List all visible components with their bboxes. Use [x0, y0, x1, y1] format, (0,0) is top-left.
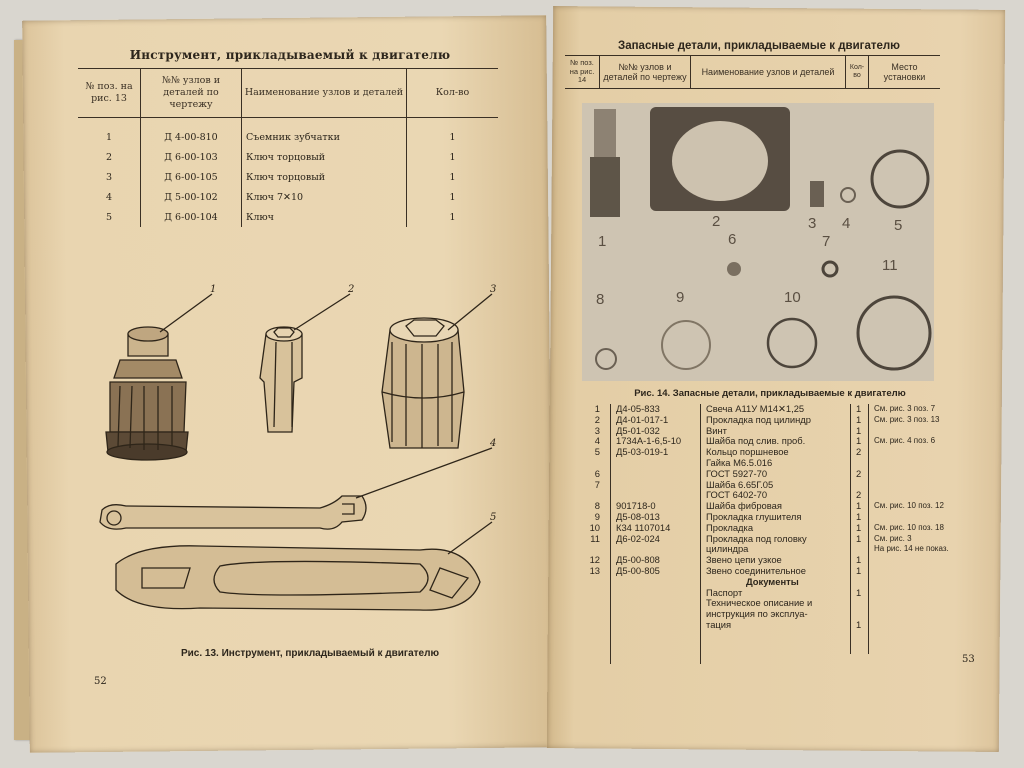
cell-drawing-number: Д 5-00-102 — [141, 187, 242, 207]
cell-quantity: 1 — [856, 435, 862, 447]
right-page-title: Запасные детали, прикладываемые к двигателю — [618, 40, 900, 52]
cell-name: Шайба фибровая — [706, 500, 782, 512]
photo-label: 2 — [712, 213, 721, 230]
cell-drawing-number: Д5-01-032 — [616, 424, 660, 436]
cell-quantity: 1 — [856, 510, 862, 522]
cell-location: См. рис. 10 поз. 12 — [874, 501, 944, 511]
cell-quantity: 1 — [856, 403, 862, 414]
cell-location: См. рис. 10 поз. 18 — [874, 522, 944, 532]
cell-name: Звено соединительное — [706, 564, 806, 576]
cell-drawing-number: Д5-08-013 — [616, 510, 660, 522]
tools-illustration — [80, 282, 500, 612]
cell-name: Гайка М6.5.016 — [706, 456, 773, 468]
document-name: Техническое описание и — [706, 597, 813, 609]
cell-drawing-number: Д4-05-833 — [616, 403, 660, 414]
cell-position: 10 — [589, 521, 600, 533]
cell-drawing-number: Д 4-00-810 — [141, 117, 242, 147]
col-header-position: № поз. на рис. 14 — [565, 56, 600, 89]
cell-quantity: 2 — [856, 489, 862, 501]
table-row — [586, 523, 976, 534]
col-header-location: Место установки — [869, 56, 941, 89]
double-end-wrench-drawing — [116, 546, 480, 610]
col-header-name: Наименование узлов и деталей — [691, 56, 846, 89]
cell-position: 1 — [594, 403, 600, 414]
page-number-right: 53 — [962, 654, 975, 665]
cell-position: 9 — [594, 510, 600, 522]
photo-label: 6 — [728, 231, 737, 248]
document-name: тация — [706, 618, 732, 630]
cell-position: 1 — [105, 131, 113, 143]
cell-drawing-number: Д 6-00-103 — [141, 147, 242, 167]
photo-label: 4 — [842, 215, 851, 232]
cell-quantity: 1 — [407, 187, 499, 207]
documents-section-header-row — [586, 577, 976, 588]
large-socket-wrench-drawing — [382, 318, 464, 448]
cell-name: Прокладка под головку — [706, 532, 807, 544]
documents-header: Документы — [746, 575, 799, 587]
cell-position: 2 — [594, 413, 600, 425]
cell-position: 6 — [594, 467, 600, 479]
cell-position: 7 — [594, 478, 600, 490]
cell-quantity: 1 — [856, 532, 862, 544]
photo-label: 7 — [822, 233, 831, 250]
gear-puller-drawing — [106, 327, 188, 460]
tools-table — [78, 68, 498, 227]
cell-quantity: 2 — [856, 467, 862, 479]
photo-label: 11 — [882, 257, 898, 274]
cell-drawing-number: Д 6-00-105 — [141, 167, 242, 187]
cell-position: 5 — [105, 211, 113, 223]
cell-quantity: 1 — [856, 500, 862, 512]
cell-location: См. рис. 3 поз. 13 — [874, 414, 940, 424]
figure-13-caption: Рис. 13. Инструмент, прикладываемый к двигателю — [180, 648, 439, 659]
cell-drawing-number: 901718-0 — [616, 500, 656, 512]
cell-position: 8 — [594, 500, 600, 512]
cell-drawing-number: Д5-00-808 — [616, 554, 660, 566]
photo-label: 3 — [808, 215, 817, 232]
spare-parts-table-header — [565, 55, 940, 89]
cell-position: 11 — [590, 532, 600, 544]
table-row — [586, 458, 976, 469]
cell-quantity: 1 — [407, 147, 499, 167]
callout-label: 2 — [348, 284, 355, 295]
cell-drawing-number: Д 6-00-104 — [141, 207, 242, 227]
spare-parts-photo-drawing — [582, 103, 934, 381]
cell-name: Свеча А11У М14✕1,25 — [706, 403, 805, 414]
cell-position: 4 — [594, 435, 600, 447]
cell-name: Ключ — [242, 207, 407, 227]
table-row — [586, 480, 976, 491]
document-name: Паспорт — [706, 586, 743, 598]
cell-quantity: 1 — [856, 554, 862, 566]
open-end-wrench-drawing — [100, 496, 366, 529]
table-row — [586, 447, 976, 458]
document-row — [586, 609, 976, 620]
callout-label: 3 — [490, 284, 497, 295]
callout-label: 5 — [490, 512, 497, 523]
table-row — [78, 147, 498, 167]
photo-label: 5 — [894, 217, 903, 234]
cell-location: См. рис. 4 поз. 6 — [874, 436, 936, 446]
col-header-quantity: Кол-во — [407, 69, 499, 118]
photo-label: 1 — [598, 233, 607, 250]
table-row — [78, 207, 498, 227]
cell-position: 12 — [589, 554, 600, 566]
left-page-title: Инструмент, прикладываемый к двигателю — [129, 48, 451, 62]
figure-14-caption: Рис. 14. Запасные детали, прикладываемые к двигателю — [634, 388, 906, 399]
cell-name: Шайба под слив. проб. — [706, 435, 806, 447]
cell-position: 2 — [105, 151, 113, 163]
cell-name: Прокладка глушителя — [706, 510, 802, 522]
col-header-drawing-number: №№ узлов и деталей по чертежу — [600, 56, 691, 89]
cell-quantity: 1 — [407, 117, 499, 147]
photo-label: 9 — [676, 289, 685, 306]
cell-quantity: 1 — [407, 207, 499, 227]
cell-quantity: 1 — [407, 167, 499, 187]
col-header-drawing-number: №№ узлов и деталей по чертежу — [141, 69, 242, 118]
table-row — [586, 534, 976, 545]
cell-position: 3 — [105, 171, 113, 183]
photo-label: 8 — [596, 291, 605, 308]
small-socket-wrench-drawing — [260, 327, 302, 432]
cell-location: См. рис. 3 — [874, 533, 912, 543]
cell-drawing-number: Д5-03-019-1 — [616, 446, 669, 458]
document-name: инструкция по эксплуа- — [706, 608, 808, 620]
document-quantity: 1 — [856, 618, 862, 630]
cell-name: Ключ 7✕10 — [242, 187, 407, 207]
cell-name: Звено цепи узкое — [706, 554, 782, 566]
page-number-left: 52 — [94, 676, 107, 687]
cell-location: На рис. 14 не показ. — [874, 544, 949, 554]
cell-quantity: 1 — [856, 424, 862, 436]
cell-location: См. рис. 3 поз. 7 — [874, 404, 936, 413]
col-header-position: № поз. на рис. 13 — [78, 69, 141, 118]
spare-parts-list — [586, 404, 976, 631]
cell-quantity: 1 — [856, 564, 862, 576]
cell-name: ГОСТ 6402-70 — [706, 489, 768, 501]
callout-label: 4 — [490, 438, 497, 449]
cell-name: цилиндра — [706, 543, 749, 555]
cell-quantity: 2 — [856, 446, 862, 458]
table-row — [78, 167, 498, 187]
photo-label: 10 — [784, 289, 801, 306]
table-row — [586, 415, 976, 426]
document-quantity: 1 — [856, 586, 862, 598]
table-row — [78, 187, 498, 207]
cell-drawing-number: Д5-00-805 — [616, 564, 660, 576]
cell-name: Ключ торцовый — [242, 147, 407, 167]
cell-quantity: 1 — [856, 521, 862, 533]
col-header-name: Наименование узлов и деталей — [242, 69, 407, 118]
cell-quantity: 1 — [856, 413, 862, 425]
cell-name: Шайба 6.65Г.05 — [706, 478, 774, 490]
cell-name: Прокладка под цилиндр — [706, 413, 811, 425]
cell-drawing-number: К34 1107014 — [616, 521, 671, 533]
cell-name: Кольцо поршневое — [706, 446, 789, 458]
callout-label: 1 — [210, 284, 217, 295]
cell-name: Ключ торцовый — [242, 167, 407, 187]
cell-name: Винт — [706, 424, 727, 436]
document-row — [586, 620, 976, 631]
cell-position: 4 — [105, 191, 113, 203]
col-header-quantity: Кол-во — [846, 56, 869, 89]
cell-position: 3 — [594, 424, 600, 436]
cell-name: Съемник зубчатки — [242, 117, 407, 147]
cell-drawing-number: Д6-02-024 — [616, 532, 660, 544]
cell-drawing-number: 1734А-1-6,5-10 — [616, 435, 682, 447]
cell-position: 5 — [594, 446, 600, 458]
spare-parts-photo — [582, 103, 934, 381]
table-row — [78, 117, 498, 147]
cell-name: Прокладка — [706, 521, 754, 533]
cell-position: 13 — [589, 564, 600, 576]
table-row — [586, 469, 976, 480]
cell-name: ГОСТ 5927-70 — [706, 467, 768, 479]
cell-drawing-number: Д4-01-017-1 — [616, 413, 669, 425]
